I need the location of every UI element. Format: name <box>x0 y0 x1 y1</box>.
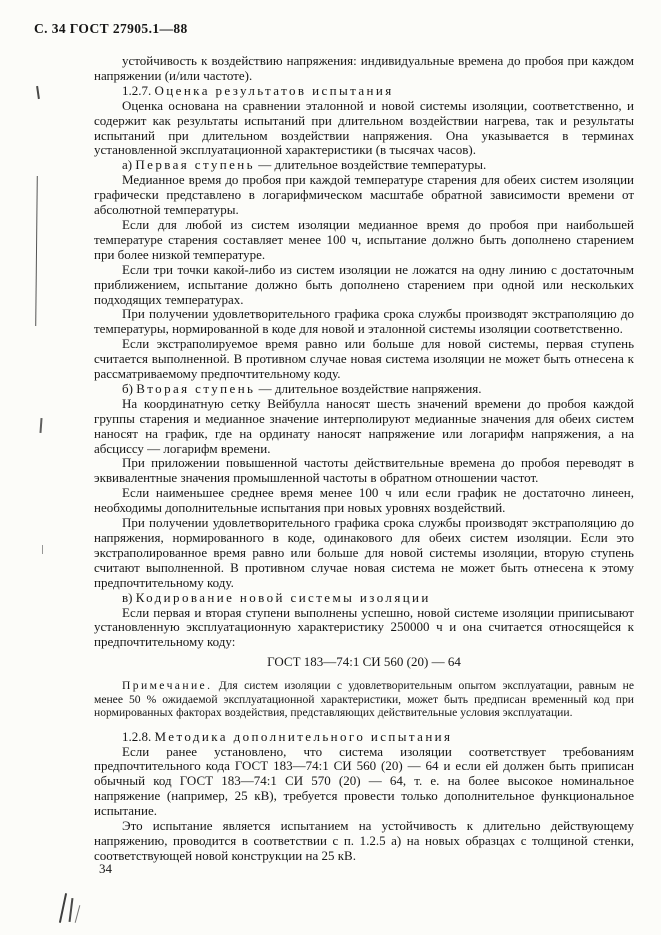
step-b-heading <box>94 382 634 397</box>
section-number: 1.2.7. <box>122 82 152 98</box>
page-header: С. 34 ГОСТ 27905.1—88 <box>34 21 188 36</box>
paragraph: При получении удовлетворительного графика срока службы производят экстраполяцию до температуры, нормированной в коде для новой и эталонной системы изоляции соответственно. <box>94 306 634 337</box>
paragraph: При получении удовлетворительного графика срока службы производят экстраполяцию до напряжения, нормированного в коде, одинакового для обеих систем изоляции. Если это экстраполированное время равно или больше для новой системы изоляции, вторую ступень считают выполненной. В противном случае новая система не может быть отнесена к этому предпочтительному коду. <box>94 515 634 590</box>
paragraph: На координатную сетку Вейбулла наносят шесть значений времени до пробоя каждой группы старения и медианное значение интерполируют медианные значения для обеих систем наносят на график, где на ординату наносят напряжение или логарифм напряжения, а на абсциссу — логарифм времени. <box>94 395 634 456</box>
gost-code-line: ГОСТ 183—74:1 СИ 560 (20) — 64 <box>267 654 461 670</box>
scan-artifact-scribble <box>59 893 67 923</box>
note-text: Для систем изоляции с удовлетворительным опытом эксплуатации, равным не менее 50 % ожидаемой эксплуатационной характеристики, может быть предписан временный код при нормированных факторах воздействия, представляющих действительные условия эксплуатации. <box>94 679 634 720</box>
paragraph: Если наименьшее среднее время менее 100 ч или если график не достаточно линеен, необходимы дополнительные испытания при новых уровнях воздействий. <box>94 485 634 516</box>
section-title: Методика дополнительного испытания <box>154 728 453 744</box>
step-letter: в) <box>122 589 136 605</box>
step-title: Кодирование новой системы изоляции <box>135 589 431 605</box>
section-heading-1-2-7 <box>94 84 634 99</box>
paragraph: Если первая и вторая ступени выполнены успешно, новой системе изоляции приписывают установленную эксплуатационную характеристику 250000 ч и она считается относящейся к предпочтительному коду: <box>94 604 634 650</box>
step-title: Первая ступень <box>135 157 255 173</box>
scan-artifact-line <box>35 176 38 326</box>
scan-artifact-tick <box>39 418 42 433</box>
page-number: 34 <box>99 861 112 876</box>
paragraph: Оценка основана на сравнении эталонной и новой системы изоляции, соответственно, и содержит как результаты испытаний при длительном воздействии нагрева, так и результаты испытаний при длительном воздействии напряжения. Она указывается в терминах установленной эксплуатационной характеристики (в тысячах часов). <box>94 97 634 158</box>
step-letter: б) <box>122 380 137 396</box>
paragraph: При приложении повышенной частоты действительные времена до пробоя переводят в эквивалентные значения промышленной частоты в обратном отношении частот. <box>94 455 634 486</box>
step-rest: — длительное воздействие напряжения. <box>255 380 482 396</box>
scan-artifact-scribble <box>69 898 74 922</box>
paragraph: Если ранее установлено, что система изоляции соответствует требованиям предпочтительного кода ГОСТ 183—74:1 СИ 560 (20) — 64 и если ей должен быть приписан обычный код ГОСТ 183—74:1 СИ 570 (20) — 64, т. е. на более высокое номинальное напряжение (например, 25 кВ), требуется провести только дополнительное функциональное испытание. <box>94 743 634 819</box>
scan-artifact-tick <box>42 545 43 554</box>
step-v-heading <box>94 591 634 606</box>
section-heading-1-2-8 <box>94 730 634 745</box>
paragraph: Если экстраполируемое время равно или больше для новой системы, первая ступень считается выполненной. В противном случае новая система изоляции не может быть отнесена к рассматриваемому предпочтительному коду. <box>94 336 634 382</box>
document-content <box>94 54 634 864</box>
step-title: Вторая ступень <box>136 380 256 396</box>
note-label: Примечание. <box>122 679 213 693</box>
paragraph: Если для любой из систем изоляции медианное время до пробоя при наибольшей температуре старения составляет менее 100 ч, испытание должно быть дополнено старением при более низкой температуре. <box>94 216 634 262</box>
section-title: Оценка результатов испытания <box>154 82 394 98</box>
paragraph: Медианное время до пробоя при каждой температуре старения для обеих систем изоляции графически представлено в логарифмическом масштабе обратной зависимости времени от абсолютной температуры. <box>94 172 634 218</box>
scan-artifact-tick <box>36 86 40 99</box>
step-letter: а) <box>122 157 136 173</box>
section-number: 1.2.8. <box>122 728 152 744</box>
paragraph: Это испытание является испытанием на устойчивость к длительно действующему напряжению, проводится в соответствии с п. 1.2.5 а) на новых образцах с толщиной стенки, соответствующей новой конструкции на 25 кВ. <box>94 818 634 863</box>
step-rest: — длительное воздействие температуры. <box>254 157 487 173</box>
step-a-heading <box>94 158 634 173</box>
paragraph: Если три точки какой-либо из систем изоляции не ложатся на одну линию с достаточным приближением, испытание должно быть дополнено старением при одной или нескольких подходящих температурах. <box>94 261 634 307</box>
note-paragraph <box>94 679 634 720</box>
paragraph-continuation: устойчивость к воздействию напряжения: индивидуальные времена до пробоя при каждом напряжении (и/или частоте). <box>94 53 634 83</box>
scan-artifact-scribble <box>75 905 81 923</box>
